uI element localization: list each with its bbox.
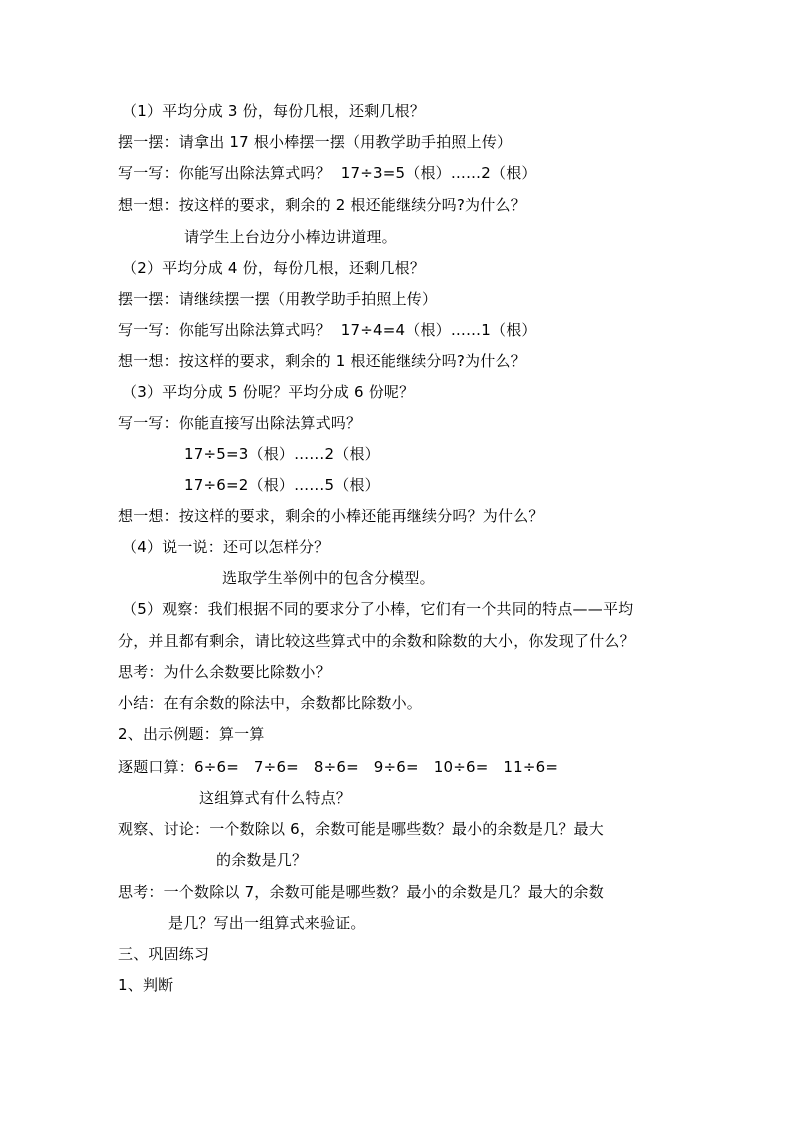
q3-think-step: 想一想：按这样的要求，剩余的小棒还能再继续分吗？为什么？ bbox=[118, 507, 544, 525]
question-1-title: （1）平均分成 3 份，每份几根，还剩几根？ bbox=[122, 102, 426, 120]
think-divide-7-line-1: 思考：一个数除以 7，余数可能是哪些数？最小的余数是几？最大的余数 bbox=[118, 883, 604, 901]
section-example-title: 2、出示例题：算一算 bbox=[118, 725, 265, 743]
mental-math-equations: 逐题口算：6÷6= 7÷6= 8÷6= 9÷6= 10÷6= 11÷6= bbox=[118, 758, 559, 776]
question-5-line-2: 分，并且都有剩余，请比较这些算式中的余数和除数的大小，你发现了什么？ bbox=[118, 632, 635, 650]
question-5-line-1: （5）观察：我们根据不同的要求分了小棒，它们有一个共同的特点——平均 bbox=[122, 600, 634, 618]
equations-feature-question: 这组算式有什么特点？ bbox=[199, 789, 352, 807]
question-3-title: （3）平均分成 5 份呢？平均分成 6 份呢？ bbox=[122, 383, 415, 401]
think-why-remainder: 思考：为什么余数要比除数小？ bbox=[118, 663, 331, 681]
judge-heading: 1、判断 bbox=[118, 976, 174, 994]
observe-discuss-line-2: 的余数是几？ bbox=[216, 851, 308, 869]
q4-note: 选取学生举例中的包含分模型。 bbox=[222, 569, 435, 587]
think-divide-7-line-2: 是几？写出一组算式来验证。 bbox=[168, 914, 366, 932]
q1-think-step: 想一想：按这样的要求，剩余的 2 根还能继续分吗?为什么？ bbox=[118, 196, 526, 214]
q2-write-step: 写一写：你能写出除法算式吗？ 17÷4=4（根）……1（根） bbox=[118, 321, 537, 339]
q3-equation-1: 17÷5=3（根）……2（根） bbox=[184, 445, 380, 463]
question-4-title: （4）说一说：还可以怎样分？ bbox=[122, 538, 330, 556]
observe-discuss-line-1: 观察、讨论：一个数除以 6，余数可能是哪些数？最小的余数是几？最大 bbox=[118, 820, 604, 838]
summary-line: 小结：在有余数的除法中，余数都比除数小。 bbox=[118, 694, 423, 712]
q3-equation-2: 17÷6=2（根）……5（根） bbox=[184, 476, 380, 494]
section-3-heading: 三、巩固练习 bbox=[118, 945, 210, 963]
q1-student-note: 请学生上台边分小棒边讲道理。 bbox=[184, 228, 397, 246]
q2-arrange-step: 摆一摆：请继续摆一摆（用教学助手拍照上传） bbox=[118, 290, 438, 308]
q1-write-step: 写一写：你能写出除法算式吗？ 17÷3=5（根）……2（根） bbox=[118, 164, 537, 182]
q2-think-step: 想一想：按这样的要求，剩余的 1 根还能继续分吗?为什么？ bbox=[118, 352, 526, 370]
q1-arrange-step: 摆一摆：请拿出 17 根小棒摆一摆（用教学助手拍照上传） bbox=[118, 133, 513, 151]
q3-write-step: 写一写：你能直接写出除法算式吗？ bbox=[118, 414, 362, 432]
question-2-title: （2）平均分成 4 份，每份几根，还剩几根？ bbox=[122, 259, 426, 277]
